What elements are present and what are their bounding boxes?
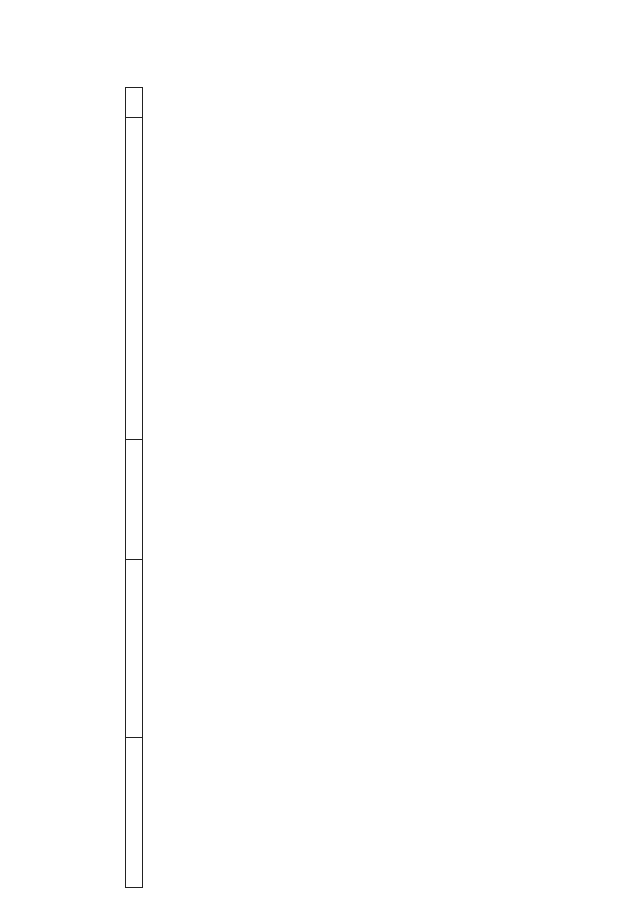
requisites-table xyxy=(125,87,143,888)
header-type xyxy=(126,440,143,560)
requisites-table-container xyxy=(125,88,525,888)
header-element xyxy=(126,738,143,888)
header-multiplicity xyxy=(126,88,143,118)
header-type-description xyxy=(126,118,143,440)
header-description xyxy=(126,560,143,738)
table-header-row xyxy=(126,88,143,888)
